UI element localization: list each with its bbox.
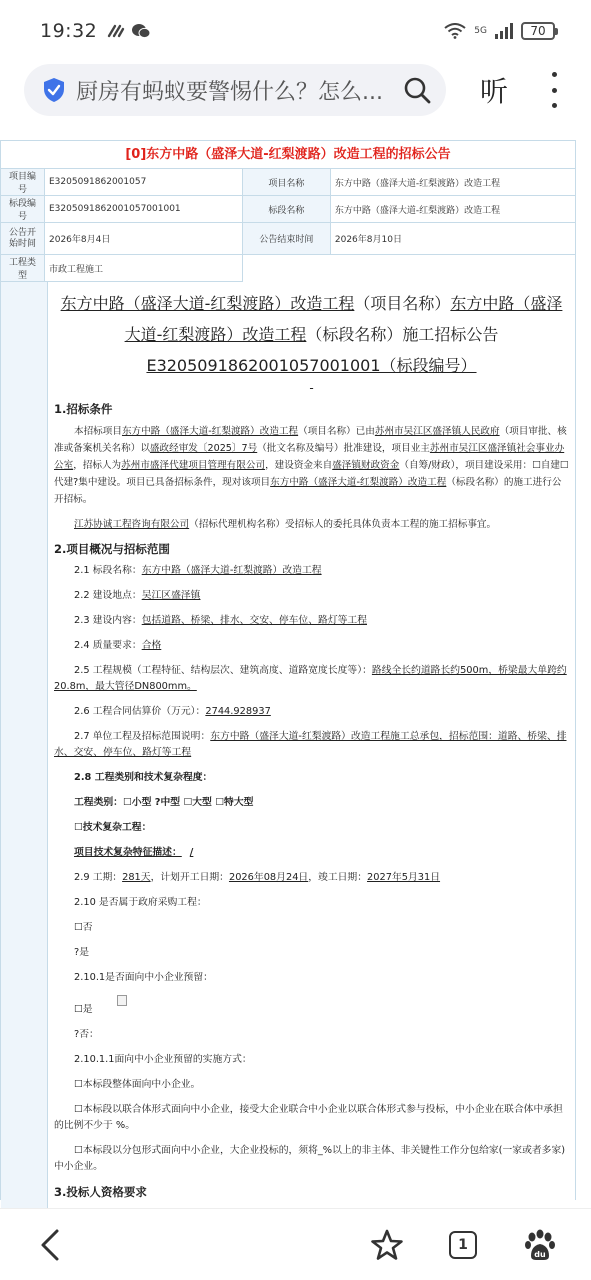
project-code: E3205091862001057 — [45, 169, 243, 196]
section-1-title: 1.招标条件 — [54, 402, 113, 416]
link-icon — [107, 24, 125, 38]
project-info-table — [0, 168, 576, 282]
status-bar — [0, 0, 591, 62]
item-2-10-1-1: 2.10.1.1面向中小企业预留的实施方式： — [74, 1054, 252, 1065]
search-input[interactable] — [24, 64, 446, 116]
tabs-button[interactable] — [445, 1227, 481, 1263]
item-2-3: 2.3 建设内容：包括道路、桥梁、排水、交安、停车位、路灯等工程 — [74, 615, 368, 626]
tech-desc: 项目技术复杂特征描述： / — [74, 847, 194, 858]
gov-no-option: ☐否 — [74, 922, 93, 933]
item-2-9: 2.9 工期：281天，计划开工日期：2026年08月24日，竣工日期：2027年5月31日 — [74, 872, 441, 883]
heading-dash: - — [309, 381, 314, 395]
battery-level: 70 — [530, 24, 546, 38]
gov-yes-option: ?是 — [74, 947, 89, 958]
broken-image-icon — [117, 995, 127, 1006]
favorite-button[interactable] — [369, 1227, 405, 1263]
sme-option-3: ☐本标段以分包形式面向中小企业，大企业投标的，须将_%以上的非主体、非关键性工作分包给家(一家或者多家)中小企业。 — [54, 1145, 566, 1172]
project-category: 工程类别：☐小型 ?中型 ☐大型 ☐特大型 — [74, 797, 254, 808]
battery-icon — [521, 22, 555, 40]
bottom-nav — [0, 1208, 591, 1280]
more-menu-icon[interactable] — [546, 72, 562, 108]
item-2-1: 2.1 标段名称：东方中路（盛泽大道-红梨渡路）改造工程 — [74, 565, 322, 576]
tab-count: 1 — [449, 1231, 477, 1259]
section-3-title: 3.投标人资格要求 — [54, 1185, 147, 1199]
notice-heading: 东方中路（盛泽大道-红梨渡路）改造工程（项目名称）东方中路（盛泽 大道-红梨渡路）改造工程（标段名称）施工招标公告 E3205091862001057001001（标段编号） — [60, 294, 563, 375]
svg-text:du: du — [534, 1250, 546, 1259]
section-2-title: 2.项目概况与招标范围 — [54, 542, 170, 556]
notice-title: [0]东方中路（盛泽大道-红梨渡路）改造工程的招标公告 — [0, 140, 576, 168]
item-2-10: 2.10 是否属于政府采购工程： — [74, 897, 207, 908]
baidu-paw-icon — [523, 1228, 557, 1262]
item-2-2: 2.2 建设地点：吴江区盛泽镇 — [74, 590, 201, 601]
wechat-icon — [131, 23, 151, 39]
section-1-paragraph: 本招标项目东方中路（盛泽大道-红梨渡路）改造工程（项目名称）已由苏州市吴江区盛泽镇人民政府（项目审批、核准或备案机关名称）以盛政经审发〔2025〕7号（批文名称及编号）批准建设，项目业主苏州市吴江区盛泽镇社会事业办公室，招标人为苏州市盛泽代建项目管理有限公司，建设资金来自盛泽镇财政资金（自筹/财政），项目建设采用：☐自建☐代建?集中建设。项目已具备招标条件，现对该项目东方中路（盛泽大道-红梨渡路）改造工程（标段名称）的施工进行公开招标。 — [54, 426, 569, 505]
sme-yes-option: ☐是 — [74, 995, 569, 1018]
sme-no-option: ?否： — [74, 1029, 99, 1040]
star-icon — [370, 1228, 404, 1262]
start-label: 公告开始时间 — [1, 223, 45, 255]
sme-option-2: ☐本标段以联合体形式面向中小企业，接受大企业联合中小企业以联合体形式参与投标，中小企业在联合体中承担的比例不少于 %。 — [54, 1104, 563, 1131]
project-name-label: 项目名称 — [242, 169, 330, 196]
section-code-label: 标段编号 — [1, 196, 45, 223]
baidu-button[interactable] — [522, 1227, 558, 1263]
section-code: E3205091862001057001001 — [45, 196, 243, 223]
item-2-10-1: 2.10.1是否面向中小企业预留： — [74, 972, 213, 983]
end-label: 公告结束时间 — [242, 223, 330, 255]
section-name: 东方中路（盛泽大道-红梨渡路）改造工程 — [330, 196, 575, 223]
search-icon[interactable] — [402, 75, 432, 105]
search-query: 厨房有蚂蚁要警惕什么？怎么... — [76, 79, 383, 105]
chevron-left-icon — [39, 1228, 61, 1262]
sme-option-1: ☐本标段整体面向中小企业。 — [74, 1079, 201, 1090]
project-type: 市政工程施工 — [45, 255, 243, 282]
listen-button[interactable]: 听 — [480, 75, 509, 108]
document-view[interactable] — [0, 140, 591, 1208]
shield-icon — [42, 77, 66, 103]
wifi-icon — [444, 23, 466, 39]
notice-body — [0, 282, 576, 1200]
status-time: 19:32 — [40, 20, 98, 42]
item-2-4: 2.4 质量要求：合格 — [74, 640, 162, 651]
back-button[interactable] — [32, 1227, 68, 1263]
item-2-6: 2.6 工程合同估算价（万元）：2744.928937 — [74, 706, 271, 717]
project-code-label: 项目编号 — [1, 169, 45, 196]
section-name-label: 标段名称 — [242, 196, 330, 223]
agency-paragraph: 江苏协诚工程咨询有限公司（招标代理机构名称）受招标人的委托具体负责本工程的施工招标事宜。 — [74, 519, 497, 530]
browser-toolbar — [0, 62, 591, 122]
signal-icon — [495, 23, 513, 39]
project-name: 东方中路（盛泽大道-红梨渡路）改造工程 — [330, 169, 575, 196]
network-type: 5G — [474, 26, 487, 36]
item-2-5: 2.5 工程规模（工程特征、结构层次、建筑高度、道路宽度长度等）：路线全长约道路长约500m，桥梁最大单跨约20.8m，最大管径DN800mm。 — [54, 665, 567, 692]
type-label: 工程类型 — [1, 255, 45, 282]
start-date: 2026年8月4日 — [45, 223, 243, 255]
item-2-8: 2.8 工程类别和技术复杂程度： — [74, 772, 213, 783]
item-2-7: 2.7 单位工程及招标范围说明：东方中路（盛泽大道-红梨渡路）改造工程施工总承包，招标范围：道路、桥梁、排水、交安、停车位、路灯等工程 — [54, 731, 567, 758]
end-date: 2026年8月10日 — [330, 223, 575, 255]
tech-complex: ☐技术复杂工程： — [74, 822, 152, 833]
